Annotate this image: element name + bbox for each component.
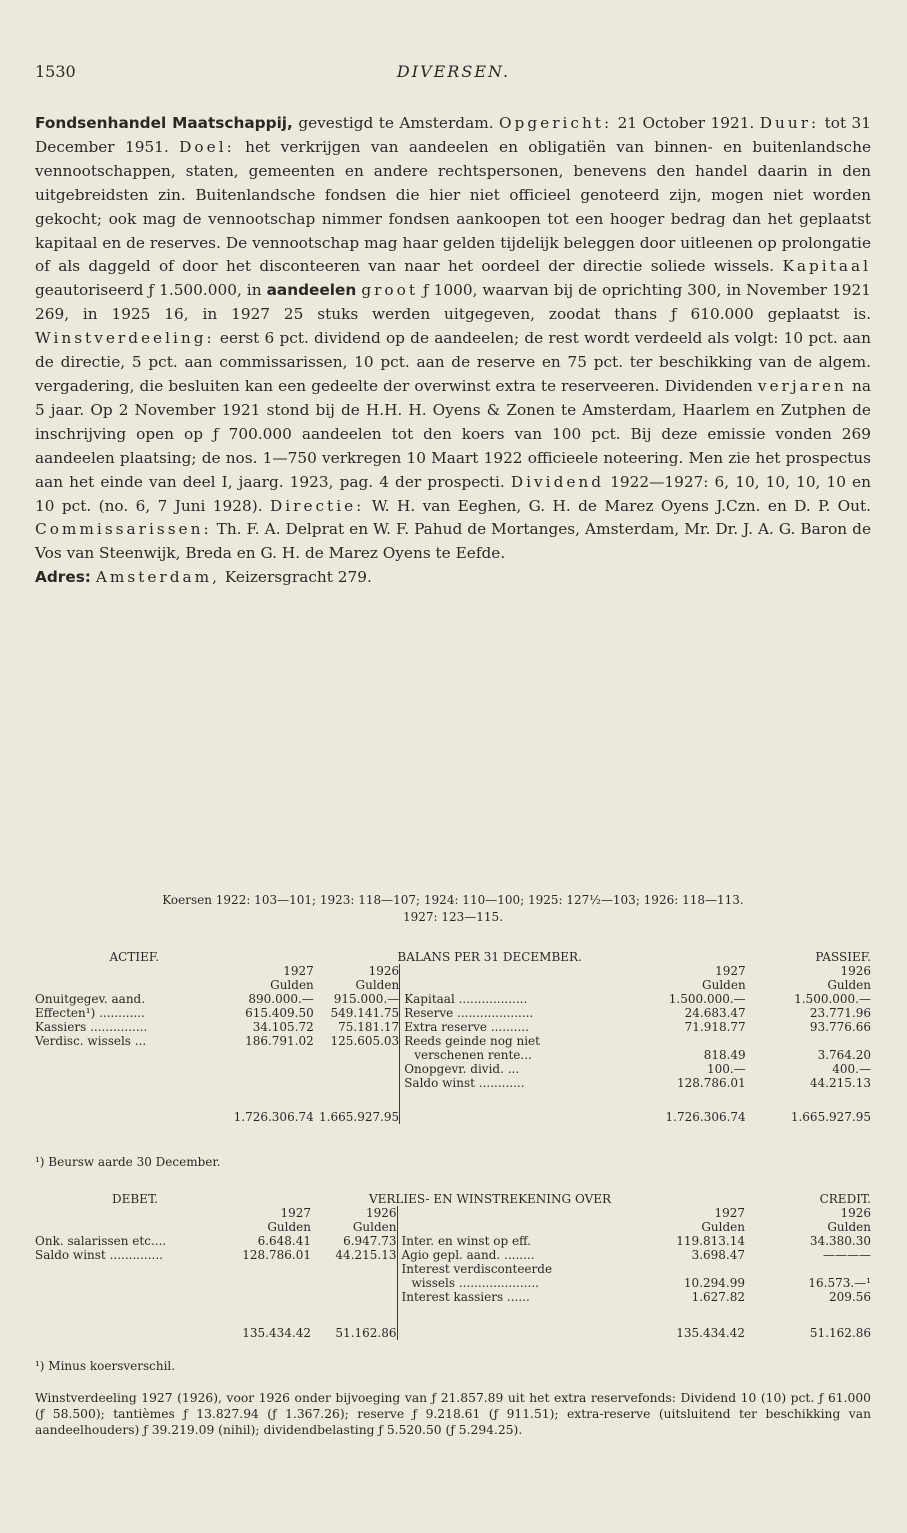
opgericht-value: 21 October 1921. (617, 114, 755, 132)
verlies-total-right-1927: 135.434.42 (676, 1326, 745, 1340)
winstverdeeling-note-text: Winstverdeeling 1927 (1926), voor 1926 onder bijvoeging van ƒ 21.857.89 uit het extra reservefonds: Dividend 10 (10) pct. ƒ 61.000 (ƒ 58.500); tantièmes ƒ 13.827.94 (ƒ 1.367.26); reserve ƒ 9.218.61 (ƒ 911.51); extra-reserve (uitsluitend ter beschikking van aandeelhouders) ƒ 39.219.09 (nihil); dividendbelasting ƒ 5.520.50 (ƒ 5.294.25). (35, 1391, 871, 1437)
verlies-total-left-1926: 51.162.86 (335, 1326, 397, 1340)
commissarissen-label: Commissarissen: (35, 520, 212, 539)
table-row: Saldo winst .............. 128.786.01 44.215.13 Agio gepl. aand. ........ 3.698.47 ———— (35, 1248, 871, 1262)
adres-city: Amsterdam, (95, 568, 221, 587)
table-row: verschenen rente... 818.49 3.764.20 (35, 1048, 871, 1062)
table-row: Interest verdisconteerde (35, 1262, 871, 1276)
verlies-unit-left-2: Gulden (352, 1220, 397, 1234)
page-header (35, 62, 872, 86)
aandeelen-label: aandeelen (266, 281, 357, 300)
winstverdeeling-note (35, 1390, 871, 1438)
doel-text: het verkrijgen van aandeelen en obligatiën van binnen- en buitenlandsche vennootschappen, staten, gemeenten en andere rechtspersonen, benevens den handel daarin in den uitgebreidsten zin. Buitenlandsche fondsen die hier niet officieel genoteerd zijn, mogen niet worden gekocht; ook mag de vennootschap nimmer fondsen aankoopen tot een hooger bedrag dan het geplaatst kapitaal en de reserves. De vennootschap mag haar gelden tijdelijk beleggen door uitleenen op prolongatie of als daggeld of door het disconteeren van naar het oordeel der directie soliede wissels. (35, 137, 871, 276)
table-row: Kassiers ............... 34.105.72 75.181.17 Extra reserve .......... 71.918.77 93.776.66 (35, 1020, 871, 1034)
verlies-total-right-1926: 51.162.86 (809, 1326, 871, 1340)
directie-text: W. H. van Eeghen, G. H. de Marez Oyens J.Czn. en D. P. Out. (371, 496, 871, 515)
balans-total-left-1927: 1.726.306.74 (233, 1110, 314, 1124)
balans-unit-right-1: Gulden (702, 978, 746, 992)
table-row: Verdisc. wissels ... 186.791.02 125.605.03 Reeds geinde nog niet (35, 1034, 871, 1048)
verlies-year-1926-left: 1926 (365, 1206, 397, 1220)
adres-text: Keizersgracht 279. (224, 568, 372, 587)
balans-actief-caption: ACTIEF. (109, 950, 160, 964)
duur-value: tot 31 December 1951. (35, 114, 872, 156)
balans-unit-right-2: Gulden (827, 978, 871, 992)
company-seat: gevestigd te Amsterdam. (298, 114, 494, 132)
koersen-line-2: 1927: 123—115. (402, 909, 504, 924)
balans-year-1927-left: 1927 (283, 964, 314, 978)
verlies-unit-right-1: Gulden (701, 1220, 745, 1234)
doel-label: Doel: (179, 137, 235, 156)
adres-label: Adres: (35, 568, 91, 587)
kapitaal-text: geautoriseerd ƒ 1.500.000, in (35, 281, 262, 300)
verjaren-label: verjaren (757, 376, 847, 395)
verlies-totals-row (35, 1326, 871, 1340)
balans-unit-left-2: Gulden (355, 978, 400, 992)
verlies-year-1927-left: 1927 (280, 1206, 311, 1220)
balans-totals-row (35, 1110, 871, 1124)
balans-table (35, 946, 871, 1124)
koersen-block (35, 892, 871, 925)
verlies-year-1926-right: 1926 (840, 1206, 871, 1220)
table-row: Onopgevr. divid. ... 100.— 400.— (35, 1062, 871, 1076)
dividend-text: 1922—1927: 6, 10, 10, 10, 10 en 10 pct. (no. 6, 7 Juni 1928). (35, 472, 871, 515)
running-title: DIVERSEN. (396, 62, 511, 81)
verlies-winst-table (35, 1188, 871, 1340)
balans-passief-caption: PASSIEF. (815, 950, 871, 964)
balans-total-left-1926: 1.665.927.95 (319, 1110, 400, 1124)
kapitaal-detail: ƒ 1000, waarvan bij de oprichting 300, in November 1921 269, in 1925 16, in 1927 25 stuks werden uitgegeven, zoodat thans ƒ 610.000 geplaatst is. (35, 281, 871, 324)
groot-label: groot (361, 281, 418, 300)
balans-total-right-1926: 1.665.927.95 (790, 1110, 871, 1124)
table-row: Saldo winst ............ 128.786.01 44.215.13 (35, 1076, 871, 1090)
balans-footnote: ¹) Beursw aarde 30 December. (35, 1155, 221, 1169)
balans-total-right-1927: 1.726.306.74 (665, 1110, 746, 1124)
verlies-total-left-1927: 135.434.42 (242, 1326, 311, 1340)
table-row: wissels ..................... 10.294.99 16.573.—¹ (35, 1276, 871, 1290)
company-entry (35, 112, 871, 590)
page-number: 1530 (35, 62, 76, 81)
balans-year-1927-right: 1927 (715, 964, 746, 978)
verlies-unit-right-2: Gulden (827, 1220, 871, 1234)
verlies-year-1927-right: 1927 (714, 1206, 745, 1220)
verlies-footnote: ¹) Minus koersverschil. (35, 1359, 176, 1373)
duur-label: Duur: (759, 114, 820, 132)
commissarissen-text: Th. F. A. Delprat en W. F. Pahud de Mortanges, Amsterdam, Mr. Dr. J. A. G. Baron de Vos van Steenwijk, Breda en G. H. de Marez Oyens te Eefde. (35, 520, 871, 563)
winstverdeeling-text: eerst 6 pct. dividend op de aandeelen; de rest wordt verdeeld als volgt: 10 pct. aan de directie, 5 pct. aan commissarissen, 10 pct. aan de reserve en 75 pct. ter beschikking van de algem. vergadering, die besluiten kan een gedeelte der overwinst extra te reserveeren. Dividenden (35, 329, 871, 395)
table-row: Interest kassiers ...... 1.627.82 209.56 (35, 1290, 871, 1304)
table-row: Effecten¹) ............ 615.409.50 549.141.75 Reserve .................... 24.683.47 23.771.96 (35, 1006, 871, 1020)
dividend-label: Dividend (510, 472, 605, 491)
company-name: Fondsenhandel Maatschappij, (35, 114, 293, 132)
balans-title: BALANS PER 31 DECEMBER. (397, 950, 582, 964)
verlies-title: VERLIES- EN WINSTREKENING OVER (368, 1192, 612, 1206)
credit-caption: CREDIT. (819, 1192, 871, 1206)
verlies-unit-left-1: Gulden (267, 1220, 311, 1234)
table-row: Onk. salarissen etc.... 6.648.41 6.947.73 Inter. en winst op eff. 119.813.14 34.380.30 (35, 1234, 871, 1248)
directie-label: Directie: (269, 496, 365, 515)
emissie-text: na 5 jaar. Op 2 November 1921 stond bij de H.H. H. Oyens & Zonen te Amsterdam, Haarlem en Zutphen de inschrijving open op ƒ 700.000 aandeelen tot den koers van 100 pct. Bij deze emissie vonden 269 aandeelen plaatsing; de nos. 1—750 verkregen 10 Maart 1922 officieele noteering. Men zie het prospectus aan het einde van deel I, jaarg. 1923, pag. 4 der prospecti. (35, 376, 871, 491)
koersen-line-1: Koersen 1922: 103—101; 1923: 118—107; 1924: 110—100; 1925: 127½—103; 1926: 118—113. (162, 893, 744, 907)
balans-year-1926-left: 1926 (368, 964, 400, 978)
opgericht-label: Opgericht: (499, 114, 613, 132)
balans-unit-left-1: Gulden (270, 978, 314, 992)
balans-year-1926-right: 1926 (840, 964, 871, 978)
winstverdeeling-label: Winstverdeeling: (35, 329, 215, 348)
kapitaal-label: Kapitaal (782, 257, 871, 276)
debet-caption: DEBET. (111, 1192, 158, 1206)
table-row: Onuitgegev. aand. 890.000.— 915.000.— Kapitaal .................. 1.500.000.— 1.500.000.— (35, 992, 871, 1006)
